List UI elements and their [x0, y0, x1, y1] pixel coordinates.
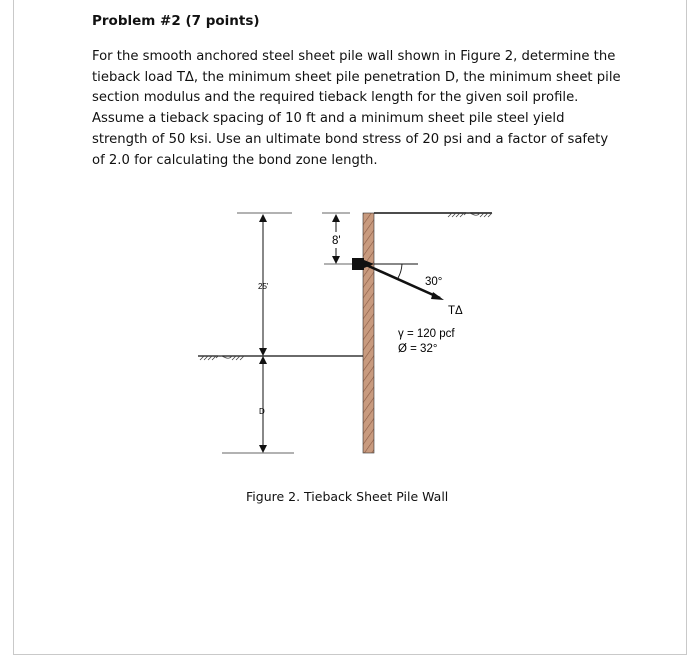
penetration-label: D [259, 407, 265, 416]
problem-line: Assume a tieback spacing of 10 ft and a minimum sheet pile steel yield [92, 111, 565, 127]
height-arrow-top [259, 214, 267, 222]
tieback-angle-label: 30° [425, 276, 443, 288]
tieback-arrow-head [431, 292, 444, 300]
penetration-arrow-bottom [259, 445, 267, 453]
height-arrow-bottom [259, 348, 267, 356]
problem-line: strength of 50 ksi. Use an ultimate bond stress of 20 psi and a factor of safety [92, 131, 609, 147]
problem-line: For the smooth anchored steel sheet pile wall shown in Figure 2, determine the [92, 49, 616, 64]
friction-angle-label: Ø = 32° [398, 343, 438, 355]
anchor-depth-label: 8' [332, 235, 341, 247]
angle-arc [398, 264, 402, 278]
anchor-arrow-top [332, 214, 340, 222]
problem-line: section modulus and the required tieback length for the given soil profile. [92, 90, 579, 106]
problem-line: of 2.0 for calculating the bond zone length. [92, 152, 378, 168]
excavation-height-label: 25' [258, 282, 269, 291]
problem-line: tieback load TΔ, the minimum sheet pile penetration D, the minimum sheet pile [92, 69, 621, 85]
problem-title: Problem #2 (7 points) [92, 13, 260, 29]
figure-caption: Figure 2. Tieback Sheet Pile Wall [246, 489, 449, 504]
unit-weight-label: γ = 120 pcf [398, 328, 455, 340]
sheet-pile-wall [363, 213, 374, 453]
penetration-arrow-top [259, 356, 267, 364]
tieback-load-label: TΔ [448, 305, 463, 317]
anchor-wale [352, 258, 364, 270]
anchor-arrow-bottom [332, 256, 340, 264]
